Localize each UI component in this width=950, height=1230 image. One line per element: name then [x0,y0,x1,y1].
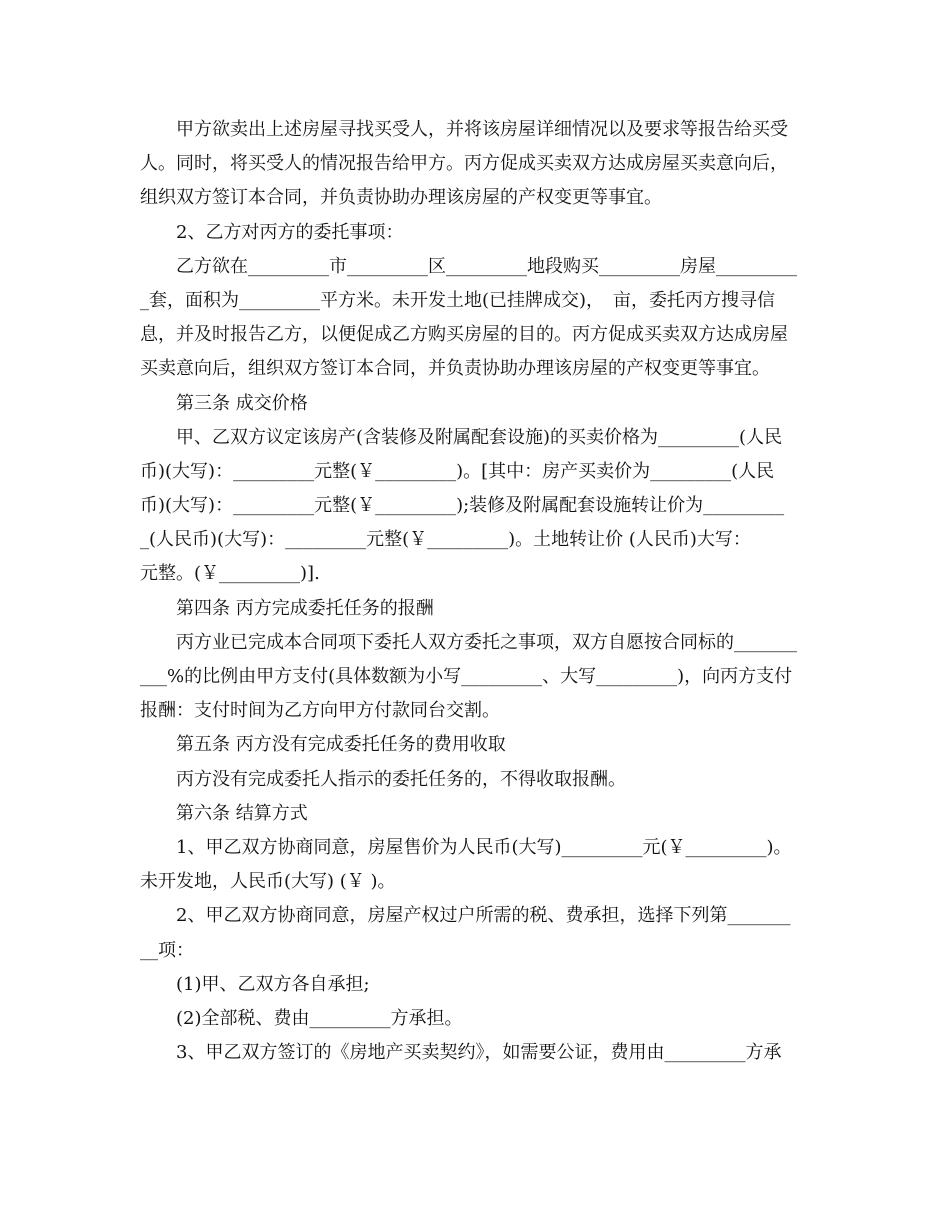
paragraph-line: 元整。(￥_________)]. [140,563,320,585]
section-heading: 第四条 丙方完成委托任务的报酬 [176,597,434,619]
paragraph-line: 2、甲乙双方协商同意，房屋产权过户所需的税、费承担，选择下列第_______ [176,905,791,927]
contract-text [140,113,812,1070]
paragraph-line: _套，面积为_________平方米。未开发土地(已挂牌成交)， 亩，委托丙方搜寻信 [140,289,776,311]
paragraph-line: 甲方欲卖出上述房屋寻找买受人，并将该房屋详细情况以及要求等报告给买受 [176,119,788,140]
paragraph-line: 1、甲乙双方协商同意，房屋售价为人民币(大写)_________元(￥_________)。 [176,836,792,858]
section-heading: 第五条 丙方没有完成委托任务的费用收取 [176,734,506,756]
list-item: (2)全部税、费由_________方承担。 [176,1007,463,1029]
paragraph-line: 未开发地，人民币(大写) (￥ )。 [140,871,396,893]
paragraph-line: 买卖意向后，组织双方签订本合同，并负责协助办理该房屋的产权变更等事宜。 [140,358,770,380]
paragraph-line: __项： [140,939,194,961]
section-heading: 第六条 结算方式 [176,802,308,824]
paragraph-line: 组织双方签订本合同，并负责协助办理该房屋的产权变更等事宜。 [140,187,662,209]
list-item: (1)甲、乙双方各自承担; [176,973,370,995]
paragraph-line: _(人民币)(大写)：_________元整(￥_________)。土地转让价 (人民币)大写： [140,529,751,551]
paragraph-line: 人。同时，将买受人的情况报告给甲方。丙方促成买卖双方达成房屋买卖意向后， [140,153,788,175]
paragraph-line: 3、甲乙双方签订的《房地产买卖契约》，如需要公证，费用由_________方承 [176,1042,782,1064]
paragraph-line: 报酬：支付时间为乙方向甲方付款同台交割。 [140,700,500,722]
paragraph-line: 息，并及时报告乙方，以便促成乙方购买房屋的目的。丙方促成买卖双方达成房屋 [140,324,788,346]
paragraph-line: 2、乙方对丙方的委托事项： [176,221,404,243]
paragraph-line: 乙方欲在_________市_________区_________地段购买_________房屋_________ [176,255,797,277]
paragraph-line: 币)(大写)：_________元整(￥_________)。[其中：房产买卖价为_________(人民 [140,460,775,482]
paragraph-line: ___%的比例由甲方支付(具体数额为小写_________、大写_________)，向丙方支付 [140,666,793,687]
paragraph-line: 丙方业已完成本合同项下委托人双方委托之事项，双方自愿按合同标的_______ [176,631,797,653]
paragraph-line: 币)(大写)：_________元整(￥_________);装修及附属配套设施转让价为_________ [140,495,785,517]
paragraph-line: 丙方没有完成委托人指示的委托任务的，不得收取报酬。 [176,768,626,790]
section-heading: 第三条 成交价格 [176,392,308,414]
paragraph-line: 甲、乙双方议定该房产(含装修及附属配套设施)的买卖价格为_________(人民 [176,426,783,448]
